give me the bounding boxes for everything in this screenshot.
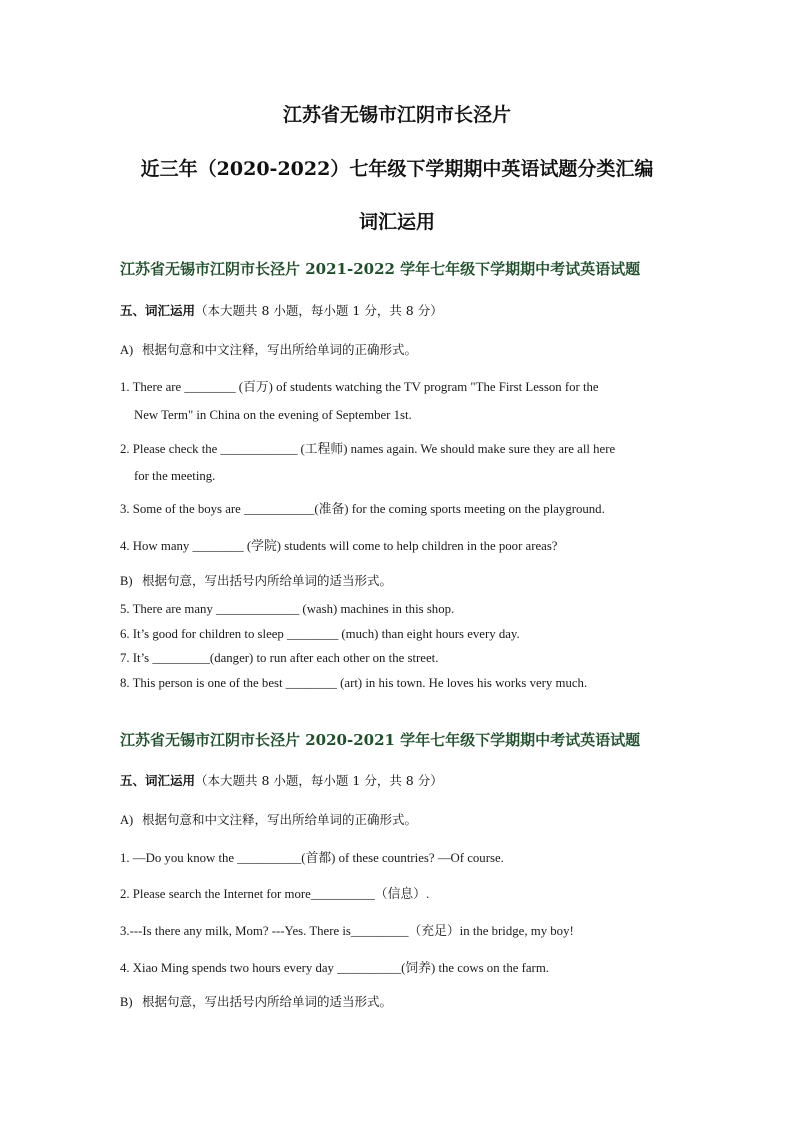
s1-question-1-line2: New Term" in China on the evening of September 1st. [134,408,412,422]
section2-subB-label: B) [120,995,133,1009]
s1-question-7: 7. It’s _________(danger) to run after each other on the street. [120,651,439,665]
s2-question-4: 4. Xiao Ming spends two hours every day __________(饲养) the cows on the farm. [120,961,549,975]
s1-question-3: 3. Some of the boys are ___________(准备) for the coming sports meeting on the playground. [120,502,605,516]
section2-subA-instruction [120,810,417,828]
section2-subB-instruction [120,992,392,1010]
s1-question-8: 8. This person is one of the best ________ (art) in his town. He loves his works very much. [120,676,588,690]
document-title-topic: 词汇运用 [358,211,435,233]
document-title-region: 江苏省无锡市江阴市长泾片 [282,104,511,126]
section1-part-desc: （本大题共 8 小题，每小题 1 分，共 8 分） [195,303,443,318]
document-title-main: 近三年（2020-2022）七年级下学期期中英语试题分类汇编 [140,158,654,180]
s1-question-5: 5. There are many _____________ (wash) machines in this shop. [120,602,455,616]
section2-part-desc: （本大题共 8 小题，每小题 1 分，共 8 分） [195,773,443,788]
s2-question-3: 3.---Is there any milk, Mom? ---Yes. There is_________（充足）in the bridge, my boy! [120,924,574,938]
section1-subB-instruction [120,571,392,589]
section1-heading: 江苏省无锡市江阴市长泾片 2021-2022 学年七年级下学期期中考试英语试题 [120,260,641,278]
s1-question-2-line1: 2. Please check the ____________ (工程师) names again. We should make sure they are all here [120,442,616,456]
section1-subA-instruction [120,340,417,358]
s2-question-1: 1. —Do you know the __________(首都) of these countries? —Of course. [120,851,504,865]
section2-subA-text: 根据句意和中文注释，写出所给单词的正确形式。 [142,812,418,827]
section1-subA-text: 根据句意和中文注释，写出所给单词的正确形式。 [142,342,418,357]
section2-part-title: 五、词汇运用 [120,773,196,788]
s2-question-2: 2. Please search the Internet for more__________（信息）. [120,887,430,901]
section1-part-title: 五、词汇运用 [120,303,196,318]
section2-part-heading [120,771,443,789]
section2-heading: 江苏省无锡市江阴市长泾片 2020-2021 学年七年级下学期期中考试英语试题 [120,731,641,749]
section2-subB-text: 根据句意，写出括号内所给单词的适当形式。 [142,994,393,1009]
s1-question-1-line1: 1. There are ________ (百万) of students watching the TV program "The First Lesson for the [120,380,599,394]
s1-question-2-line2: for the meeting. [134,469,216,483]
section1-subB-text: 根据句意，写出括号内所给单词的适当形式。 [142,573,393,588]
section1-subB-label: B) [120,574,133,588]
s1-question-6: 6. It’s good for children to sleep ________ (much) than eight hours every day. [120,627,520,641]
section1-subA-label: A) [120,343,134,357]
section2-subA-label: A) [120,813,134,827]
section1-part-heading [120,301,443,319]
s1-question-4: 4. How many ________ (学院) students will come to help children in the poor areas? [120,539,558,553]
